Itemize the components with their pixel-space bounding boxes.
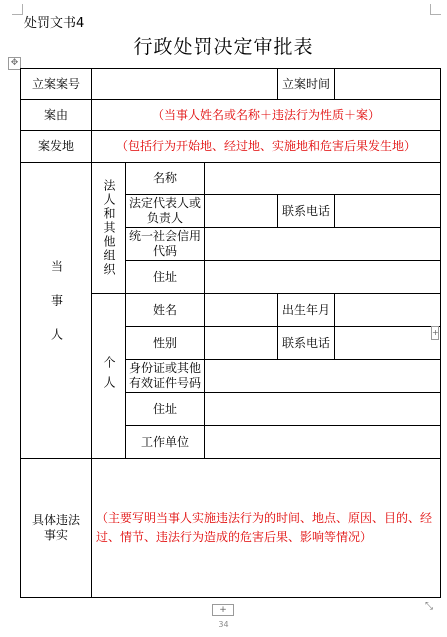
org-group-label: 法人和其他组织 xyxy=(102,179,116,277)
facts-field[interactable]: （主要写明当事人实施违法行为的时间、地点、原因、目的、经过、情节、违法行为造成的危害后果、影响等情况） xyxy=(92,459,441,598)
person-address-field[interactable] xyxy=(205,393,441,426)
person-work-field[interactable] xyxy=(205,426,441,459)
person-work-label: 工作单位 xyxy=(126,426,205,459)
person-address-label: 住址 xyxy=(126,393,205,426)
case-cause-field[interactable]: （当事人姓名或名称＋违法行为性质＋案） xyxy=(92,100,441,131)
case-location-field[interactable]: （包括行为开始地、经过地、实施地和危害后果发生地） xyxy=(92,131,441,163)
facts-label xyxy=(21,459,92,598)
org-credit-field[interactable] xyxy=(205,228,441,261)
approval-form-table xyxy=(20,68,441,598)
person-group-cell xyxy=(92,294,126,459)
person-phone-field[interactable] xyxy=(335,327,441,360)
page-corner-top-right xyxy=(430,4,441,15)
party-label-cell xyxy=(21,163,92,459)
person-group-label: 个人 xyxy=(102,356,116,396)
add-row-icon[interactable]: + xyxy=(212,604,234,616)
move-crosshair-icon[interactable]: ✥ xyxy=(8,57,21,70)
org-group-cell xyxy=(92,163,126,294)
page-title: 行政处罚决定审批表 xyxy=(133,36,314,58)
org-address-label: 住址 xyxy=(126,261,205,294)
facts-label-text: 具体违法事实 xyxy=(31,513,80,542)
page-corner-top-left xyxy=(12,4,23,15)
document-label: 处罚文书4 xyxy=(24,16,85,31)
case-cause-label: 案由 xyxy=(21,100,92,131)
person-birth-label: 出生年月 xyxy=(278,294,335,327)
person-name-field[interactable] xyxy=(205,294,278,327)
add-column-icon[interactable]: + xyxy=(431,326,439,340)
person-name-label: 姓名 xyxy=(126,294,205,327)
person-gender-field[interactable] xyxy=(205,327,278,360)
org-rep-field[interactable] xyxy=(205,195,278,228)
org-address-field[interactable] xyxy=(205,261,441,294)
org-phone-field[interactable] xyxy=(335,195,441,228)
case-time-label: 立案时间 xyxy=(278,69,335,100)
org-phone-label: 联系电话 xyxy=(278,195,335,228)
case-number-label: 立案案号 xyxy=(21,69,92,100)
person-gender-label: 性别 xyxy=(126,327,205,360)
case-time-field[interactable] xyxy=(335,69,441,100)
org-name-label: 名称 xyxy=(126,163,205,195)
party-label: 当事人 xyxy=(49,259,64,362)
person-id-field[interactable] xyxy=(205,360,441,393)
page-number: 34 xyxy=(218,620,229,629)
case-number-field[interactable] xyxy=(92,69,278,100)
resize-corner-icon[interactable]: ⤡ xyxy=(425,601,433,612)
case-location-label: 案发地 xyxy=(21,131,92,163)
org-rep-label: 法定代表人或负责人 xyxy=(126,195,205,228)
person-phone-label: 联系电话 xyxy=(278,327,335,360)
person-birth-field[interactable] xyxy=(335,294,441,327)
org-name-field[interactable] xyxy=(205,163,441,195)
org-credit-label: 统一社会信用代码 xyxy=(126,228,205,261)
person-id-label: 身份证或其他有效证件号码 xyxy=(126,360,205,393)
